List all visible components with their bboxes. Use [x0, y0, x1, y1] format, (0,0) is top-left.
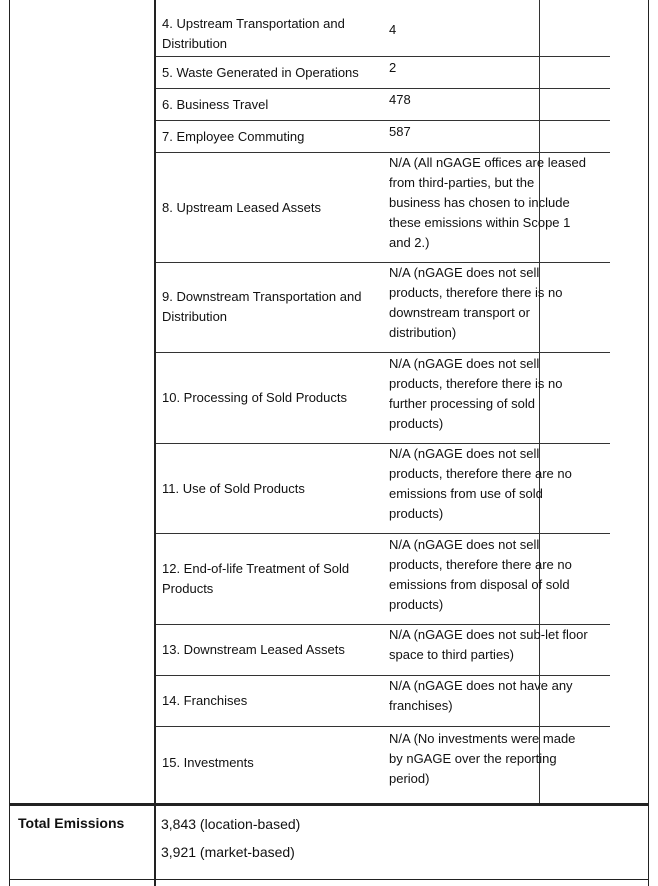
table-left-border: [9, 0, 10, 886]
category-value: N/A (nGAGE does not sub-let floor space to third parties): [389, 627, 588, 662]
total-emissions-label: Total Emissions: [18, 815, 125, 831]
table-row: [156, 727, 610, 803]
category-value: 478: [389, 92, 411, 107]
category-value: 2: [389, 60, 397, 75]
table-row: [156, 89, 610, 121]
category-name: 15. Investments: [162, 755, 254, 770]
category-name: 11. Use of Sold Products: [162, 481, 305, 496]
table-bottom-border: [9, 879, 649, 880]
table-row: [156, 57, 610, 89]
total-separator: [9, 803, 649, 806]
category-value: N/A (nGAGE does not sell products, therefore there is no downstream transport or distribution): [389, 265, 563, 340]
category-name: 5. Waste Generated in Operations: [162, 65, 359, 80]
table-row: [156, 0, 610, 57]
category-value: 587: [389, 124, 411, 139]
category-name: 10. Processing of Sold Products: [162, 390, 347, 405]
category-name: 9. Downstream Transportation and Distribution: [162, 289, 362, 324]
table-row: [156, 121, 610, 153]
table-row: [156, 625, 610, 676]
category-value: N/A (nGAGE does not sell products, therefore there are no emissions from disposal of sold products): [389, 537, 572, 612]
table-row: [156, 676, 610, 727]
category-name: 14. Franchises: [162, 693, 248, 708]
category-name: 7. Employee Commuting: [162, 129, 305, 144]
total-location-based: 3,843 (location-based): [161, 816, 301, 832]
table-row: [156, 153, 610, 263]
category-name: 6. Business Travel: [162, 97, 269, 112]
category-value: N/A (All nGAGE offices are leased from third-parties, but the business has chosen to include these emissions within Scope 1 and 2.): [389, 155, 587, 250]
category-name: 4. Upstream Transportation and Distribution: [162, 16, 345, 51]
table-row: [156, 444, 610, 534]
category-name: 13. Downstream Leased Assets: [162, 642, 345, 657]
table-right-border: [648, 0, 649, 886]
category-name: 8. Upstream Leased Assets: [162, 200, 321, 215]
category-value: N/A (nGAGE does not sell products, therefore there is no further processing of sold products): [389, 356, 563, 431]
category-value: N/A (nGAGE does not have any franchises): [389, 678, 573, 713]
table-row: [156, 263, 610, 353]
table-row: [156, 534, 610, 625]
category-name: 12. End-of-life Treatment of Sold Products: [162, 561, 350, 596]
category-value: N/A (nGAGE does not sell products, therefore there are no emissions from use of sold products): [389, 446, 572, 521]
table-row: [156, 353, 610, 444]
total-market-based: 3,921 (market-based): [161, 844, 295, 860]
category-value: 4: [389, 22, 397, 37]
category-value: N/A (No investments were made by nGAGE over the reporting period): [389, 731, 576, 786]
